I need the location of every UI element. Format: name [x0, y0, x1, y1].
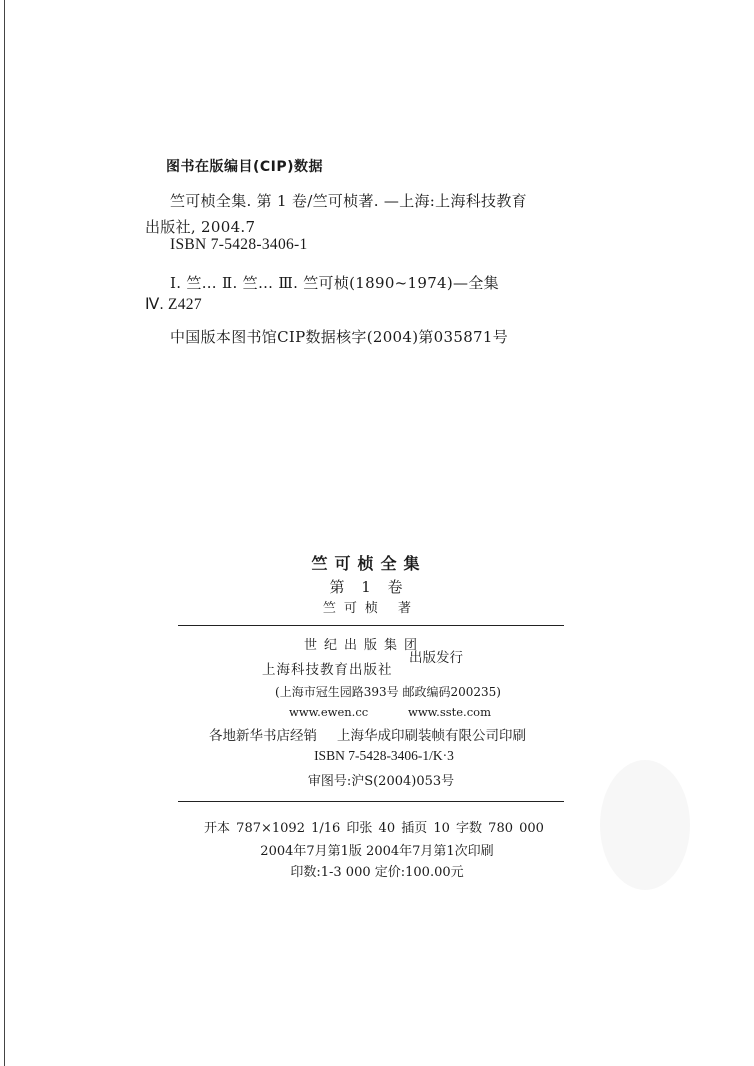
- publisher-address: (上海市冠生园路393号 邮政编码200235): [275, 685, 501, 699]
- printer: 上海华成印刷装帧有限公司印刷: [337, 728, 526, 744]
- print-run-price: 印数:1-3 000 定价:100.00元: [290, 865, 464, 880]
- author-line: 竺可桢 著: [322, 601, 420, 616]
- book-title: 竺可桢全集: [311, 554, 427, 573]
- cip-classification: Ⅰ. 竺… Ⅱ. 竺… Ⅲ. 竺可桢(1890~1974)—全集: [170, 274, 499, 292]
- cip-class-code: Ⅳ. Z427: [145, 296, 202, 313]
- cip-heading: 图书在版编目(CIP)数据: [166, 159, 324, 175]
- cip-record-number: 中国版本图书馆CIP数据核字(2004)第035871号: [170, 328, 509, 346]
- cip-isbn: ISBN 7-5428-3406-1: [170, 236, 308, 253]
- volume-number: 第 1 卷: [329, 578, 409, 596]
- map-review-number: 审图号:沪S(2004)053号: [307, 774, 455, 789]
- website-ewen: www.ewen.cc: [289, 705, 369, 719]
- publish-issue-label: 出版发行: [409, 650, 463, 666]
- divider-top: [178, 625, 564, 626]
- cip-publisher-line: 出版社, 2004.7: [145, 218, 256, 236]
- publisher-group: 世纪出版集团: [304, 638, 425, 653]
- colophon-isbn: ISBN 7-5428-3406-1/K·3: [314, 748, 454, 763]
- cip-bibliographic-line: 竺可桢全集. 第 1 卷/竺可桢著. —上海:上海科技教育: [170, 192, 527, 210]
- page-edge-line: [4, 0, 5, 1066]
- edition-info: 2004年7月第1版 2004年7月第1次印刷: [260, 844, 494, 859]
- divider-bottom: [178, 801, 564, 802]
- website-sste: www.sste.com: [408, 705, 491, 719]
- distributor: 各地新华书店经销: [209, 728, 317, 744]
- publisher-house: 上海科技教育出版社: [262, 662, 393, 678]
- format-specs: 开本 787×1092 1/16 印张 40 插页 10 字数 780 000: [204, 821, 544, 836]
